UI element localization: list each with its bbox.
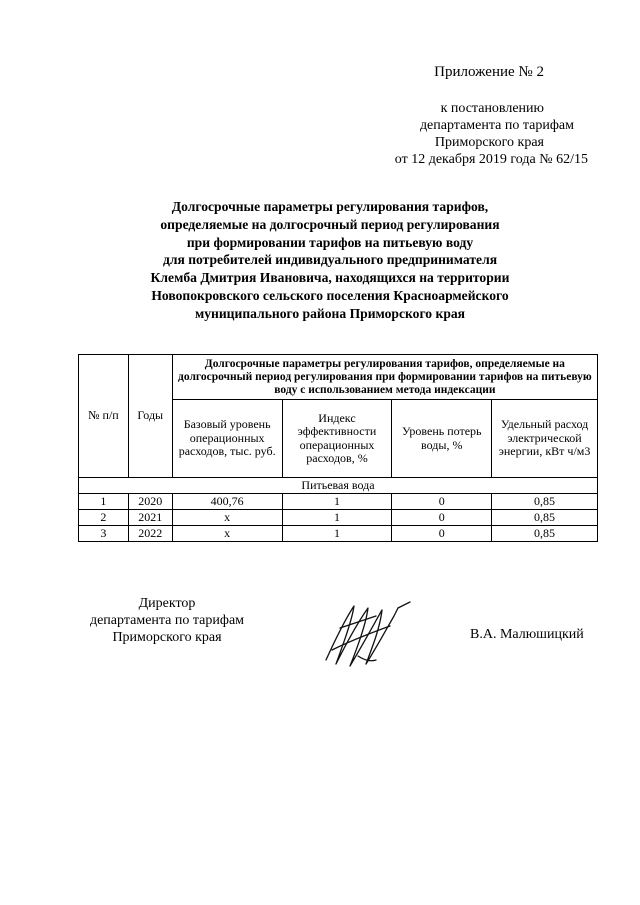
signatory-line-2: департамента по тарифам: [89, 613, 245, 628]
cell-num: 1: [79, 494, 129, 510]
header-year: Годы: [128, 355, 172, 478]
heading-line-1: Долгосрочные параметры регулирования тарифов,: [171, 199, 489, 214]
header-energy-consumption: Удельный расход электрической энергии, кВт ч/м3: [492, 400, 598, 478]
signatory-line-3: Приморского края: [112, 630, 222, 645]
table-row: [79, 526, 598, 542]
cell-base-costs: х: [172, 510, 282, 526]
cell-water-loss: 0: [392, 526, 492, 542]
heading-line-5: Клемба Дмитрия Ивановича, находящихся на территории: [150, 270, 510, 286]
signatory-name: В.А. Малюшицкий: [470, 627, 584, 642]
cell-base-costs: 400,76: [172, 494, 282, 510]
signatory-line-1: Директор: [138, 596, 196, 611]
cell-energy-consumption: 0,85: [492, 510, 598, 526]
cell-year: 2021: [128, 510, 172, 526]
appendix-line-1: к постановлению: [440, 101, 544, 116]
heading-line-2: определяемые на долгосрочный период регулирования: [160, 216, 500, 232]
header-water-loss: Уровень потерь воды, %: [392, 400, 492, 478]
section-drinking-water: Питьевая вода: [79, 478, 598, 494]
header-efficiency-index: Индекс эффективности операционных расходов, %: [282, 400, 392, 478]
appendix-title: Приложение № 2: [434, 64, 544, 80]
heading-line-4: для потребителей индивидуального предпринимателя: [162, 252, 498, 268]
cell-water-loss: 0: [392, 510, 492, 526]
appendix-line-2: департамента по тарифам: [419, 118, 574, 133]
header-base-costs: Базовый уровень операционных расходов, тыс. руб.: [172, 400, 282, 478]
document-heading: [90, 198, 570, 323]
table-row: [79, 494, 598, 510]
heading-line-7: муниципального района Приморского края: [194, 305, 466, 321]
heading-line-3: при формировании тарифов на питьевую воду: [186, 234, 474, 250]
cell-year: 2022: [128, 526, 172, 542]
cell-efficiency-index: 1: [282, 510, 392, 526]
cell-efficiency-index: 1: [282, 494, 392, 510]
header-group: Долгосрочные параметры регулирования тарифов, определяемые на долгосрочный период регулирования при формировании тарифов на питьевую воду с использованием метода индексации: [172, 355, 597, 400]
cell-base-costs: х: [172, 526, 282, 542]
appendix-line-3: Приморского края: [434, 135, 544, 150]
parameters-table: [78, 354, 598, 542]
cell-energy-consumption: 0,85: [492, 494, 598, 510]
cell-num: 3: [79, 526, 129, 542]
appendix-line-4: от 12 декабря 2019 года № 62/15: [394, 152, 588, 167]
cell-num: 2: [79, 510, 129, 526]
cell-year: 2020: [128, 494, 172, 510]
signatory-title: [72, 595, 262, 646]
cell-energy-consumption: 0,85: [492, 526, 598, 542]
handwritten-signature: [318, 598, 418, 673]
cell-efficiency-index: 1: [282, 526, 392, 542]
cell-water-loss: 0: [392, 494, 492, 510]
heading-line-6: Новопокровского сельского поселения Красноармейского: [151, 287, 509, 303]
header-num: № п/п: [79, 355, 129, 478]
table-row: [79, 510, 598, 526]
